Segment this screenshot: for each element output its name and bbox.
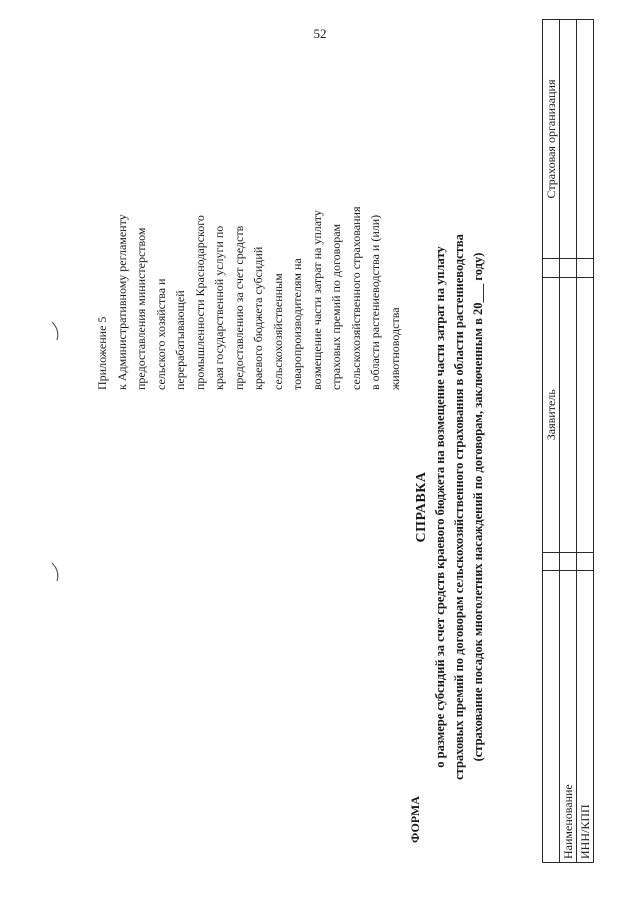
appendix-line: сельскохозяйственным (270, 273, 285, 390)
title-main: СПРАВКА (414, 471, 429, 543)
table-cell (560, 277, 577, 552)
title-line: (страхование посадок многолетних насаждений по договорам, заключенным в 20___ году) (471, 252, 485, 762)
table-cell (577, 20, 594, 259)
document-title (412, 187, 488, 827)
appendix-line: сельского хозяйства и (153, 278, 168, 390)
table-header-cell (543, 571, 560, 863)
appendix-line: перерабатывающей (173, 290, 187, 390)
appendix-note (93, 150, 405, 390)
table-spacer-cell (577, 259, 594, 278)
appendix-line: товаропроизводителям на (290, 258, 304, 390)
appendix-line: Приложение 5 (95, 316, 109, 390)
info-table (542, 19, 594, 863)
title-line: о размере субсидий за счет средств краевого бюджета на возмещение части затрат на уплату (433, 246, 447, 768)
appendix-line: предоставления министерством (134, 227, 148, 390)
table-cell-label: Наименование (560, 571, 577, 863)
appendix-line: в области растениеводства и (или) (368, 214, 382, 390)
table-spacer-cell (543, 259, 560, 278)
table-header-cell: Заявитель (543, 277, 560, 552)
table-spacer-cell (543, 552, 560, 571)
table-spacer-cell (560, 259, 577, 278)
table-header-row (543, 20, 560, 863)
page-number: 52 (313, 26, 327, 41)
appendix-line: к Административному регламенту (114, 214, 129, 390)
table-cell (577, 277, 594, 552)
table-spacer-cell (560, 552, 577, 571)
table-header-cell: Страховая организация (543, 20, 560, 259)
table-cell (560, 20, 577, 259)
appendix-line: возмещение части затрат на уплату (309, 210, 324, 390)
appendix-line: края государственной услуги по (212, 225, 226, 390)
table-row (577, 20, 594, 863)
title-line: страховых премий по договорам сельскохозяйственного страхования в области растениеводства (452, 234, 466, 780)
appendix-line: промышленности Краснодарского (192, 215, 207, 390)
table-cell-label: ИНН/КПП (577, 571, 594, 863)
appendix-line: страховых премий по договорам (329, 223, 343, 390)
appendix-line: предоставлению за счет средств (231, 225, 246, 390)
table-row (560, 20, 577, 863)
appendix-line: сельскохозяйственного страхования (348, 206, 363, 390)
appendix-line: краевого бюджета субсидий (251, 246, 265, 390)
table-spacer-cell (577, 552, 594, 571)
appendix-line: животноводства (387, 307, 402, 390)
form-label: ФОРМА (408, 796, 422, 843)
